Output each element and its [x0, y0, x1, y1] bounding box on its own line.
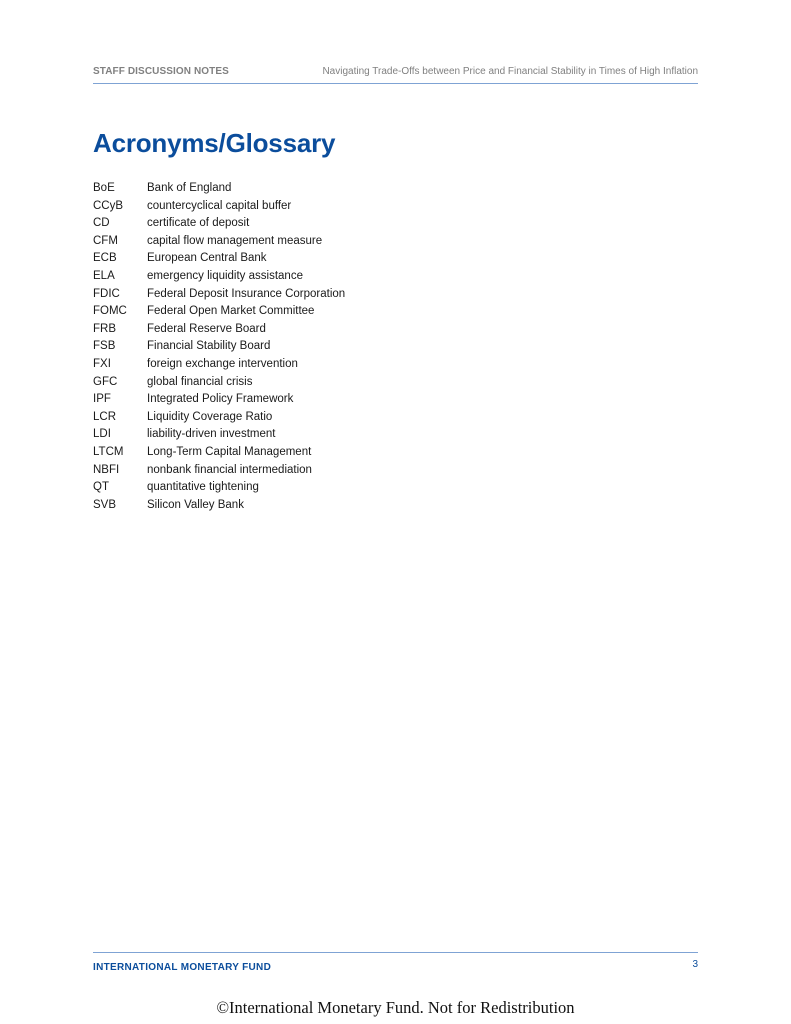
- glossary-item: [93, 180, 493, 198]
- page-title: Acronyms/Glossary: [93, 128, 336, 158]
- page-number: 3: [692, 959, 698, 970]
- glossary-item: [93, 462, 493, 480]
- glossary-item: [93, 374, 493, 392]
- acronym: FOMC: [93, 305, 127, 318]
- glossary-item: [93, 409, 493, 427]
- glossary-item: [93, 356, 493, 374]
- acronym: LCR: [93, 410, 117, 423]
- definition: Federal Reserve Board: [147, 322, 266, 335]
- definition: Federal Open Market Committee: [147, 305, 315, 318]
- definition: quantitative tightening: [147, 481, 259, 494]
- definition: Financial Stability Board: [147, 340, 271, 353]
- document-title: Navigating Trade-Offs between Price and Financial Stability in Times of High Inflation: [322, 66, 698, 77]
- definition: Liquidity Coverage Ratio: [147, 410, 273, 423]
- acronym: FDIC: [93, 287, 120, 300]
- glossary-item: [93, 268, 493, 286]
- definition: Federal Deposit Insurance Corporation: [147, 287, 346, 300]
- definition: Bank of England: [147, 182, 232, 194]
- definition: certificate of deposit: [147, 217, 250, 230]
- glossary-item: [93, 250, 493, 268]
- definition: Silicon Valley Bank: [147, 498, 244, 511]
- acronym: CCyB: [93, 199, 124, 212]
- glossary-item: [93, 321, 493, 339]
- acronym: LDI: [93, 428, 111, 441]
- definition: foreign exchange intervention: [147, 357, 298, 370]
- acronym: GFC: [93, 375, 118, 388]
- glossary-item: [93, 391, 493, 409]
- definition: nonbank financial intermediation: [147, 463, 312, 476]
- acronym: QT: [93, 481, 109, 494]
- glossary-item: [93, 303, 493, 321]
- acronym: CFM: [93, 234, 118, 247]
- organization-name: INTERNATIONAL MONETARY FUND: [93, 962, 272, 973]
- definition: Integrated Policy Framework: [147, 393, 294, 406]
- acronym: FXI: [93, 357, 111, 370]
- acronym: IPF: [93, 393, 111, 406]
- series-label: STAFF DISCUSSION NOTES: [93, 66, 229, 77]
- glossary-item: [93, 444, 493, 462]
- definition: liability-driven investment: [147, 428, 276, 441]
- definition: capital flow management measure: [147, 234, 323, 247]
- acronym: LTCM: [93, 445, 124, 458]
- running-footer: [93, 952, 698, 977]
- glossary-item: [93, 426, 493, 444]
- copyright-notice: ©International Monetary Fund. Not for Redistribution: [216, 998, 575, 1017]
- acronym: ELA: [93, 269, 115, 282]
- glossary-item: [93, 338, 493, 356]
- definition: countercyclical capital buffer: [147, 199, 292, 212]
- glossary-item: [93, 479, 493, 497]
- definition: European Central Bank: [147, 252, 267, 265]
- glossary-item: [93, 497, 493, 515]
- glossary-item: [93, 198, 493, 216]
- acronym: CD: [93, 217, 110, 230]
- glossary-item: [93, 286, 493, 304]
- running-header: [93, 64, 698, 84]
- acronym: NBFI: [93, 463, 120, 476]
- definition: Long-Term Capital Management: [147, 445, 312, 458]
- acronym: FSB: [93, 340, 116, 353]
- acronym: ECB: [93, 252, 117, 265]
- definition: emergency liquidity assistance: [147, 269, 303, 282]
- acronym: SVB: [93, 498, 117, 511]
- acronym: BoE: [93, 182, 115, 194]
- definition: global financial crisis: [147, 375, 253, 388]
- acronym: FRB: [93, 322, 116, 335]
- glossary-item: [93, 215, 493, 233]
- glossary-item: [93, 233, 493, 251]
- glossary-list: [93, 180, 493, 514]
